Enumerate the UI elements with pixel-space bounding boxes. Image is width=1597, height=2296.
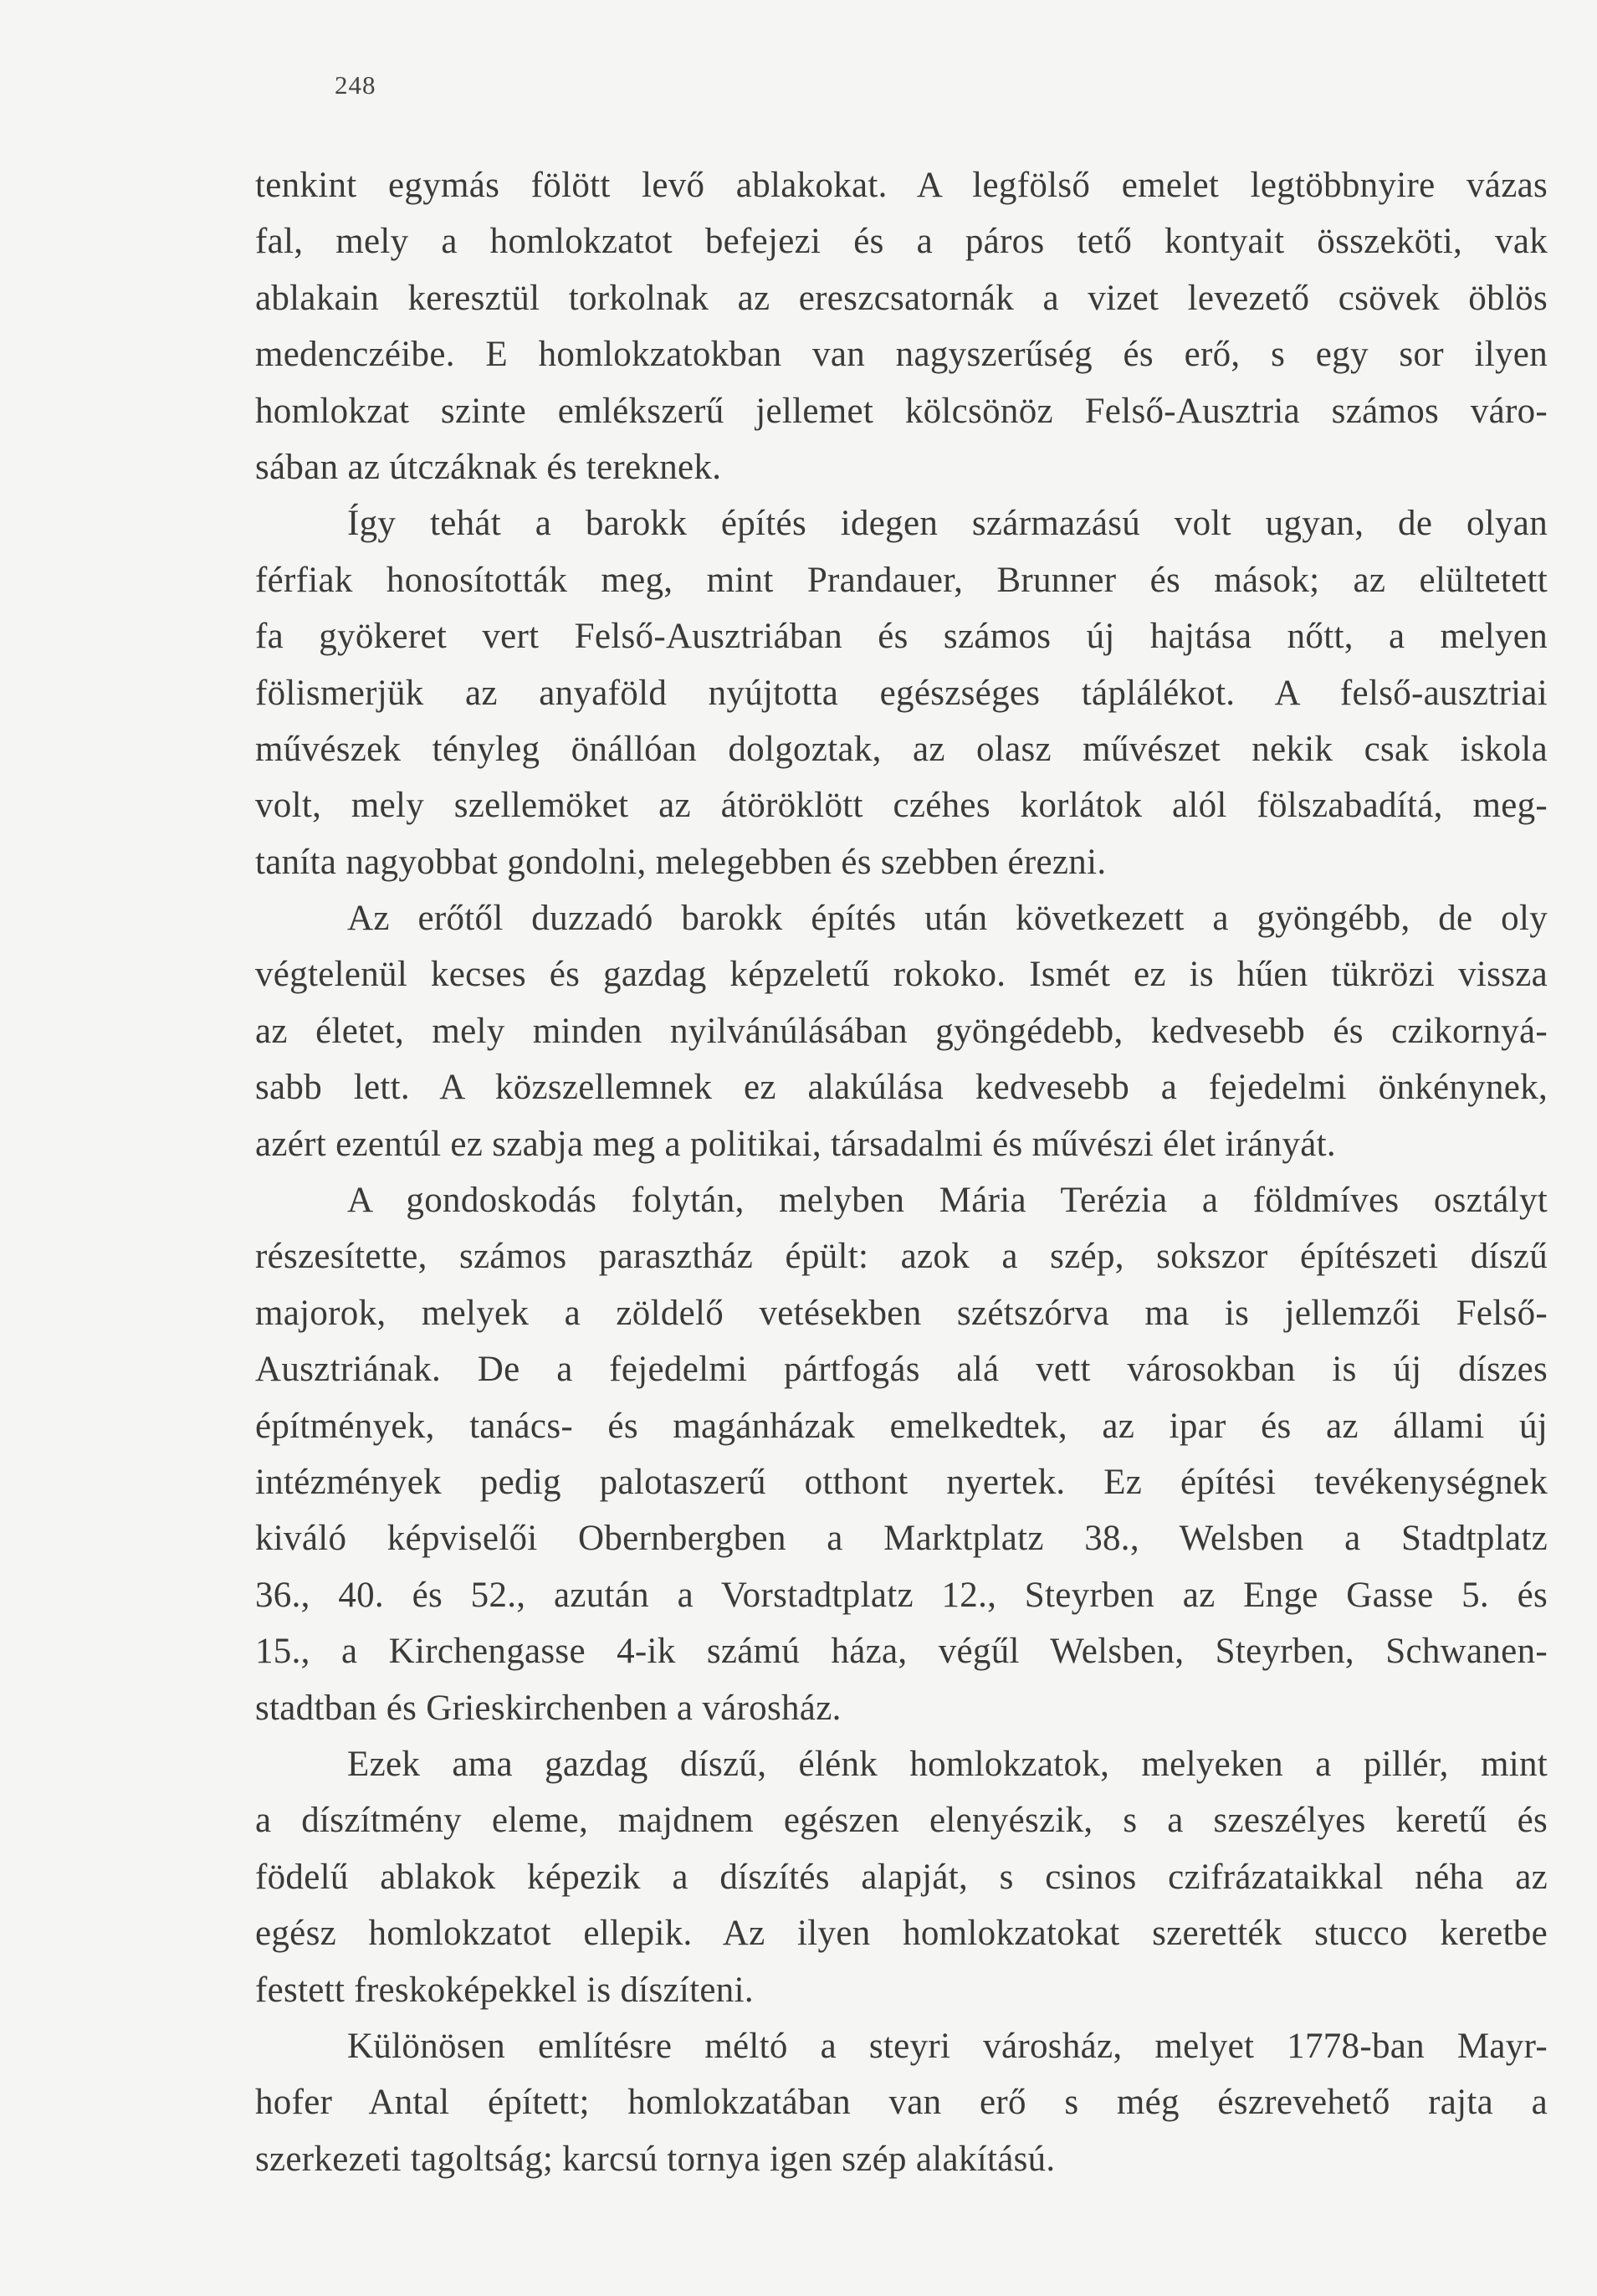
text-line: az életet, mely minden nyilvánúlásában gyöngédebb, kedvesebb és czikornyá- <box>255 1011 1548 1051</box>
text-line: építmények, tanács- és magánházak emelkedtek, az ipar és az állami új <box>255 1406 1548 1446</box>
text-line: volt, mely szellemöket az átöröklött czéhes korlátok alól fölszabadítá, meg- <box>255 786 1548 826</box>
text-line: Különösen említésre méltó a steyri városház, melyet 1778-ban Mayr- <box>347 2026 1548 2066</box>
text-line: Ausztriának. De a fejedelmi pártfogás alá vett városokban is új díszes <box>255 1350 1548 1390</box>
text-line: fa gyökeret vert Felső-Ausztriában és számos új hajtása nőtt, a melyen <box>255 617 1548 657</box>
text-line: ablakain keresztül torkolnak az ereszcsatornák a vizet levezető csövek öblös <box>255 278 1548 318</box>
text-line: fal, mely a homlokzatot befejezi és a páros tető kontyait összeköti, vak <box>255 222 1548 262</box>
text-line: Így tehát a barokk építés idegen származású volt ugyan, de olyan <box>347 504 1548 544</box>
text-line: intézmények pedig palotaszerű otthont nyertek. Ez építési tevékenységnek <box>255 1462 1548 1502</box>
text-line: részesítette, számos parasztház épült: azok a szép, sokszor építészeti díszű <box>255 1237 1548 1277</box>
text-line: férfiak honosították meg, mint Prandauer, Brunner és mások; az elültetett <box>255 560 1548 600</box>
page-number: 248 <box>335 70 376 100</box>
text-line: Ezek ama gazdag díszű, élénk homlokzatok, melyeken a pillér, mint <box>347 1744 1548 1784</box>
text-line: sabb lett. A közszellemnek ez alakúlása kedvesebb a fejedelmi önkénynek, <box>255 1068 1548 1108</box>
text-line: hofer Antal épített; homlokzatában van erő s még észrevehető rajta a <box>255 2083 1548 2123</box>
text-line: Az erőtől duzzadó barokk építés után következett a gyöngébb, de oly <box>347 899 1548 939</box>
text-line: azért ezentúl ez szabja meg a politikai, társadalmi és művészi élet irányát. <box>255 1124 1336 1164</box>
text-line: stadtban és Grieskirchenben a városház. <box>255 1688 842 1728</box>
text-line: művészek tényleg önállóan dolgoztak, az olasz művészet nekik csak iskola <box>255 729 1548 769</box>
text-body <box>255 157 1548 2187</box>
text-line: 15., a Kirchengasse 4-ik számú háza, végűl Welsben, Steyrben, Schwanen- <box>255 1632 1548 1672</box>
text-line: szerkezeti tagoltság; karcsú tornya igen szép alakítású. <box>255 2139 1056 2179</box>
text-line: A gondoskodás folytán, melyben Mária Terézia a földmíves osztályt <box>347 1181 1548 1221</box>
text-line: festett freskoképekkel is díszíteni. <box>255 1970 754 2010</box>
text-line: homlokzat szinte emlékszerű jellemet kölcsönöz Felső-Ausztria számos váro- <box>255 391 1548 431</box>
text-line: kiváló képviselői Obernbergben a Marktplatz 38., Welsben a Stadtplatz <box>255 1519 1548 1559</box>
text-line: 36., 40. és 52., azután a Vorstadtplatz 12., Steyrben az Enge Gasse 5. és <box>255 1575 1548 1615</box>
text-line: medenczéibe. E homlokzatokban van nagyszerűség és erő, s egy sor ilyen <box>255 335 1548 375</box>
text-line: fölismerjük az anyaföld nyújtotta egészséges táplálékot. A felső-ausztriai <box>255 673 1548 713</box>
text-line: sában az útczáknak és tereknek. <box>255 447 722 487</box>
text-line: egész homlokzatot ellepik. Az ilyen homlokzatokat szerették stucco keretbe <box>255 1914 1548 1954</box>
text-line: végtelenül kecses és gazdag képzeletű rokoko. Ismét ez is hűen tükrözi vissza <box>255 955 1548 995</box>
text-line: a díszítmény eleme, majdnem egészen elenyészik, s a szeszélyes keretű és <box>255 1801 1548 1841</box>
text-line: födelű ablakok képezik a díszítés alapját, s csinos czifrázataikkal néha az <box>255 1857 1548 1897</box>
text-line: majorok, melyek a zöldelő vetésekben szétszórva ma is jellemzői Felső- <box>255 1293 1548 1333</box>
text-line: tenkint egymás fölött levő ablakokat. A legfölső emelet legtöbbnyire vázas <box>255 166 1548 205</box>
text-line: taníta nagyobbat gondolni, melegebben és szebben érezni. <box>255 842 1107 882</box>
